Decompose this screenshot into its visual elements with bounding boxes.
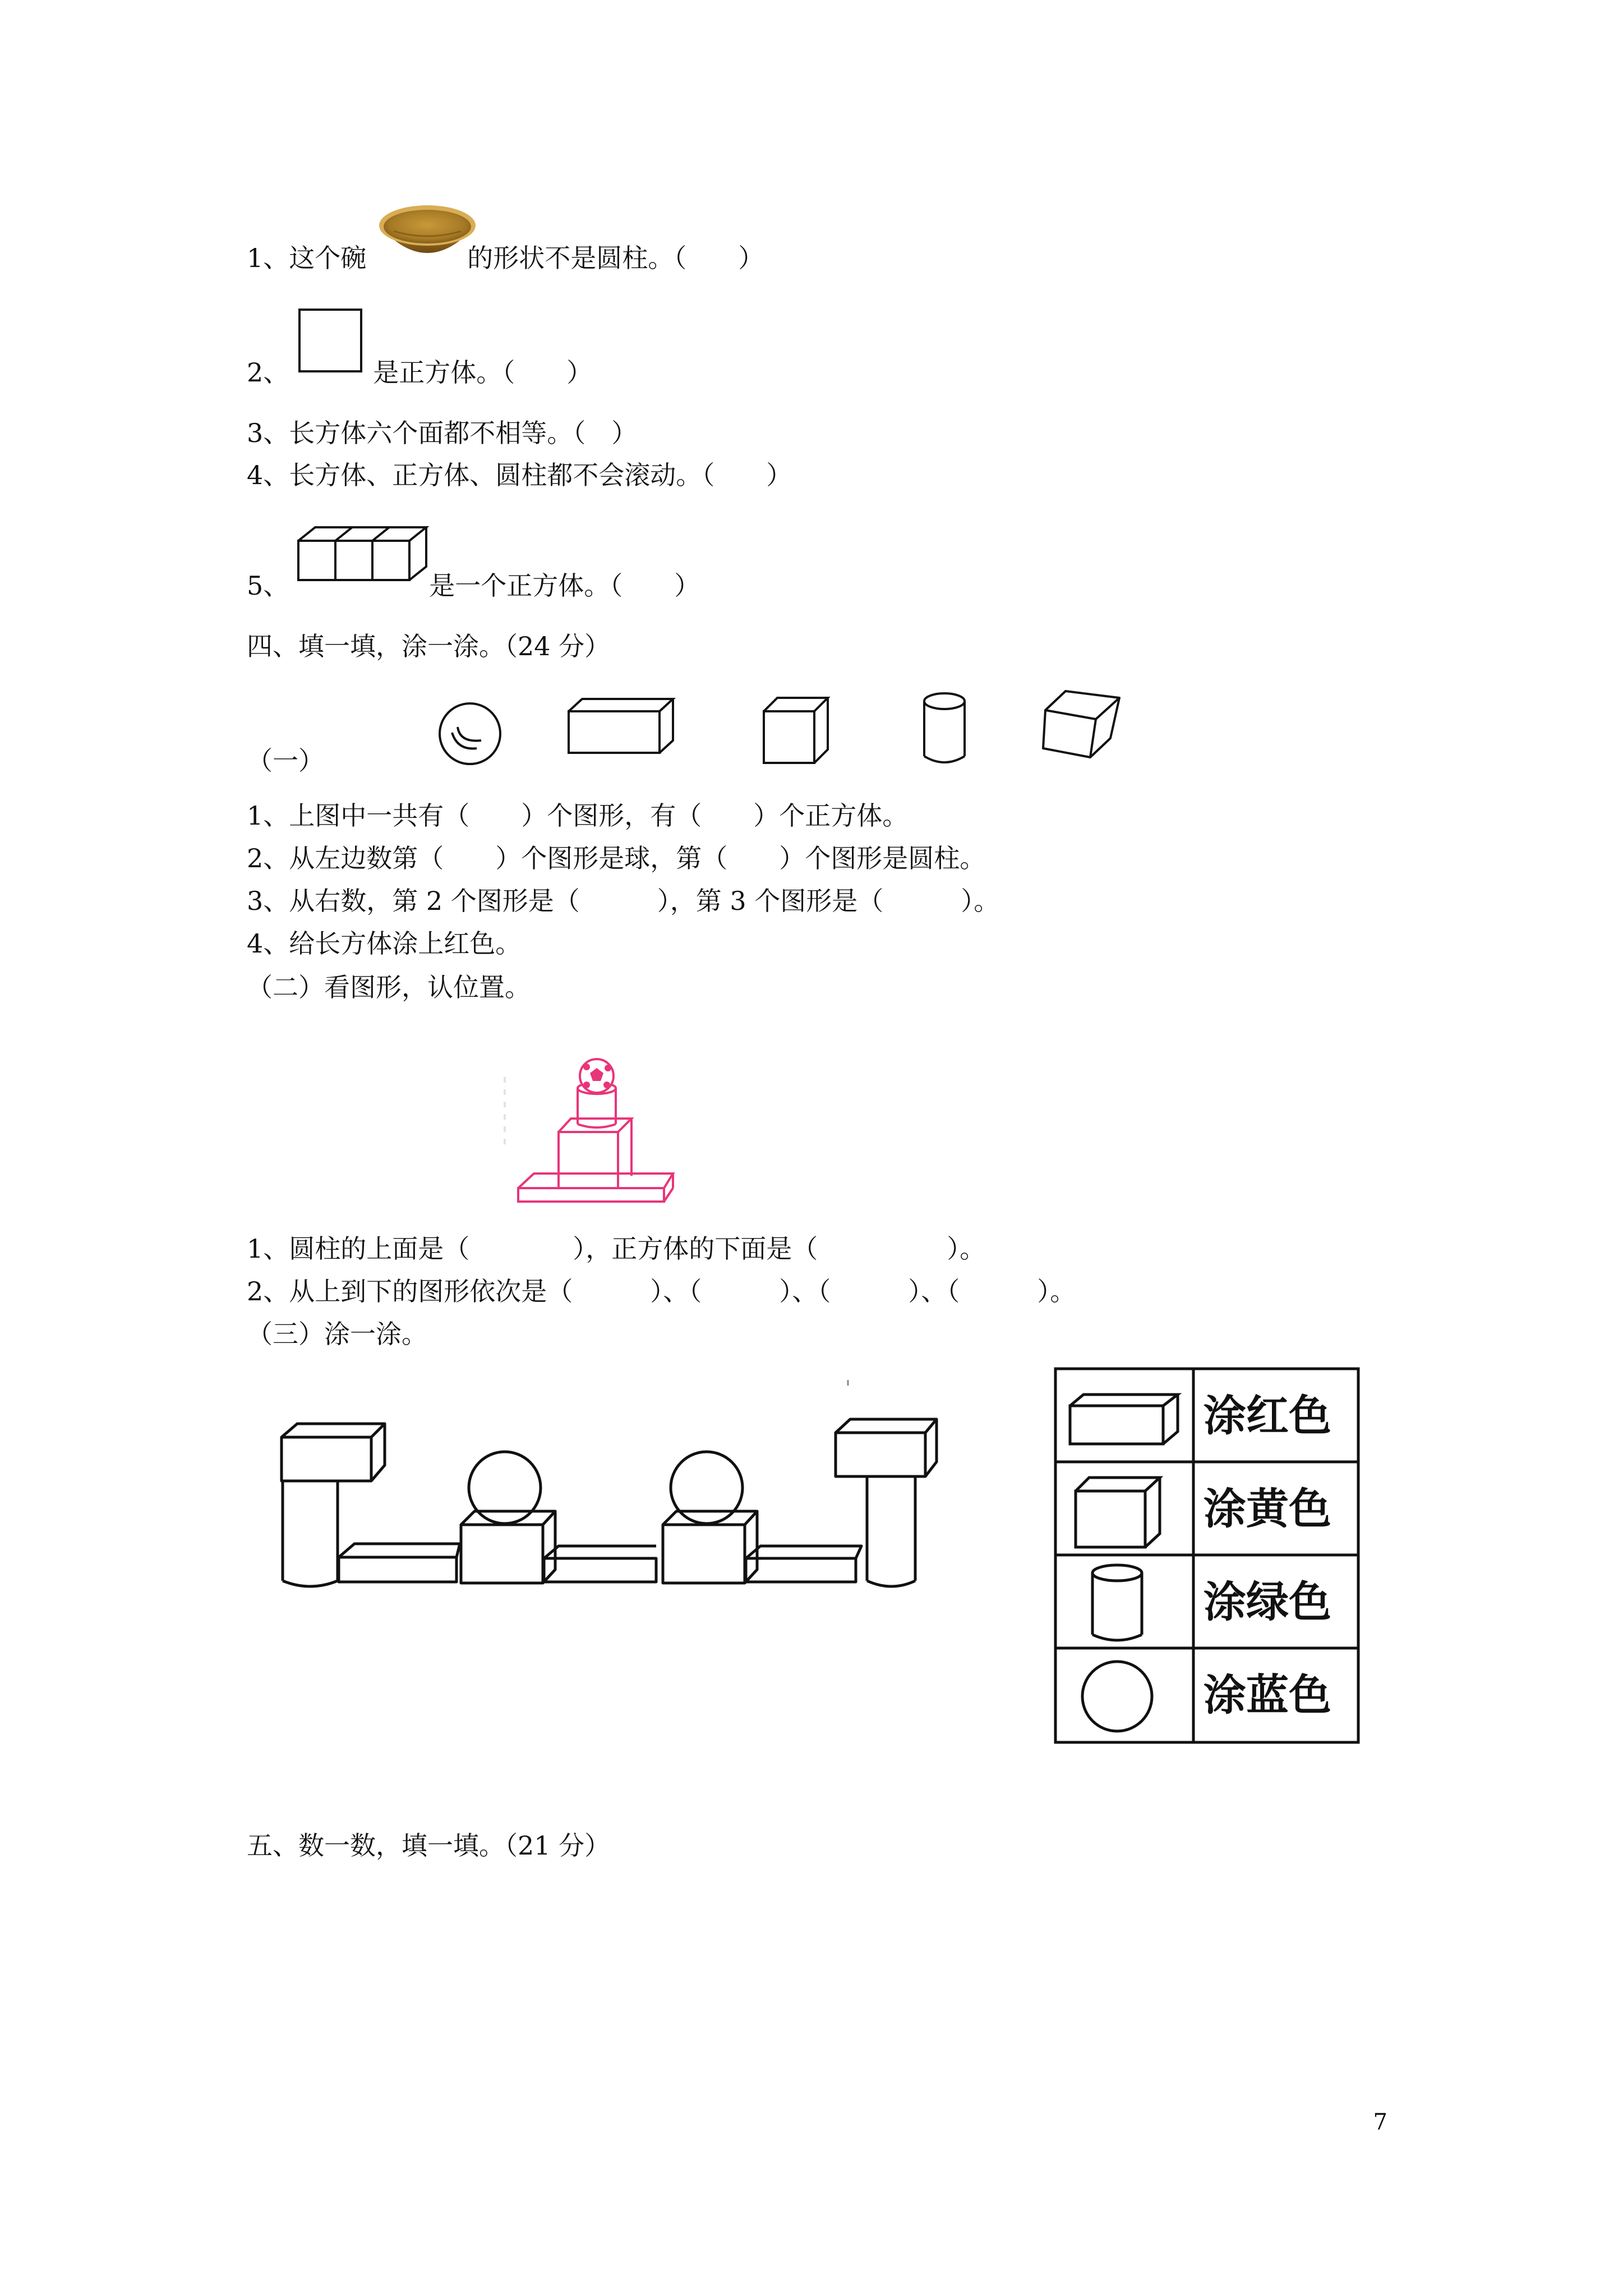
q3-1-before: 1、这个碗 xyxy=(247,243,367,273)
sub2-label: （二）看图形，认位置。 xyxy=(247,972,531,1002)
legend-cube-icon xyxy=(1072,1474,1168,1553)
cuboid-icon xyxy=(565,696,677,760)
sub3-label: （三）涂一涂。 xyxy=(247,1319,427,1349)
legend-text-red: 涂红色 xyxy=(1204,1391,1331,1441)
q3-3: 3、长方体六个面都不相等。（ ） xyxy=(247,418,638,448)
q3-1-after: 的形状不是圆柱。（ ） xyxy=(467,243,764,273)
three-cube-row-icon xyxy=(296,524,431,588)
legend-text-blue: 涂蓝色 xyxy=(1204,1670,1331,1720)
tilted-cube-icon xyxy=(1041,688,1131,763)
bowl-image xyxy=(377,202,478,272)
cube-icon xyxy=(760,694,833,770)
sub1-label: （一） xyxy=(247,746,324,776)
legend-circle-icon xyxy=(1078,1657,1156,1738)
q3-1 xyxy=(247,241,764,275)
square-icon xyxy=(297,307,365,377)
sub1-q1: 1、上图中一共有（ ）个图形，有（ ）个正方体。 xyxy=(247,800,909,831)
q3-5-prefix: 5、 xyxy=(247,570,289,601)
legend-text-yellow: 涂黄色 xyxy=(1204,1484,1331,1534)
q3-2-prefix: 2、 xyxy=(247,357,289,388)
legend-cylinder-icon xyxy=(1087,1561,1149,1650)
sphere-icon xyxy=(437,700,505,770)
sub1-q4: 4、给长方体涂上红色。 xyxy=(247,928,522,959)
sub1-q3: 3、从右数，第 2 个图形是（ ），第 3 个图形是（ ）。 xyxy=(247,886,1000,916)
page-number: 7 xyxy=(1373,2109,1387,2135)
sub2-q1: 1、圆柱的上面是（ ），正方体的下面是（ ）。 xyxy=(247,1234,986,1264)
q3-2-after: 是正方体。（ ） xyxy=(373,357,593,388)
color-legend-table xyxy=(1053,1366,1361,1745)
part4-heading: 四、填一填，涂一涂。（24 分） xyxy=(247,631,611,661)
sub1-q2: 2、从左边数第（ ）个图形是球，第（ ）个图形是圆柱。 xyxy=(247,843,986,873)
legend-text-green: 涂绿色 xyxy=(1204,1577,1331,1627)
bridge-figure xyxy=(275,1380,948,1607)
sub2-q2: 2、从上到下的图形依次是（ ）、（ ）、（ ）、（ ）。 xyxy=(247,1276,1076,1306)
q3-4: 4、长方体、正方体、圆柱都不会滚动。（ ） xyxy=(247,460,792,490)
legend-cuboid-icon xyxy=(1067,1391,1184,1450)
cylinder-icon xyxy=(920,690,970,771)
stacked-shapes-figure xyxy=(505,1055,684,1220)
part5-heading: 五、数一数，填一填。（21 分） xyxy=(247,1830,611,1861)
q3-5-after: 是一个正方体。（ ） xyxy=(429,570,700,601)
